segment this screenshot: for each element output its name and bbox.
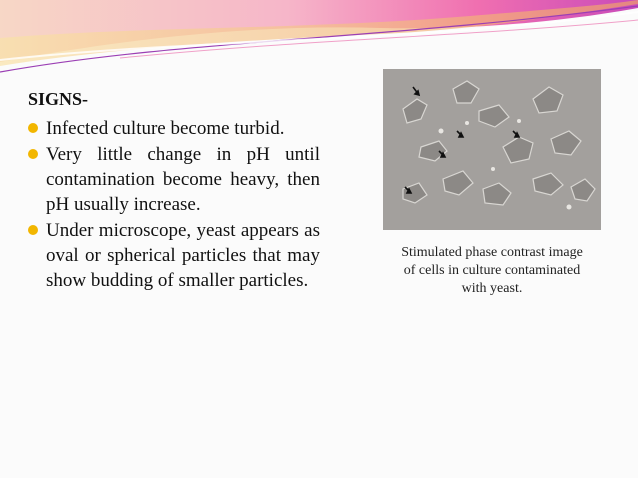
section-heading: SIGNS- xyxy=(28,89,89,109)
bullet-text: Very little change in pH until contamination become heavy, then pH usually increase. xyxy=(46,144,320,215)
slide-body xyxy=(28,88,320,294)
bullet-item xyxy=(28,218,320,293)
decorative-banner xyxy=(0,0,638,80)
microscope-image xyxy=(383,69,601,230)
bullet-dot-icon xyxy=(28,123,38,133)
bullet-text: Under microscope, yeast appears as oval or spherical particles that may show budding of smaller particles. xyxy=(46,220,320,291)
bullet-list xyxy=(28,116,320,293)
bullet-item xyxy=(28,116,320,141)
image-caption: Stimulated phase contrast image of cells in culture contaminated with yeast. xyxy=(401,245,583,296)
bullet-text: Infected culture become turbid. xyxy=(46,118,285,139)
bullet-dot-icon xyxy=(28,225,38,235)
bullet-item xyxy=(28,142,320,217)
bullet-dot-icon xyxy=(28,149,38,159)
